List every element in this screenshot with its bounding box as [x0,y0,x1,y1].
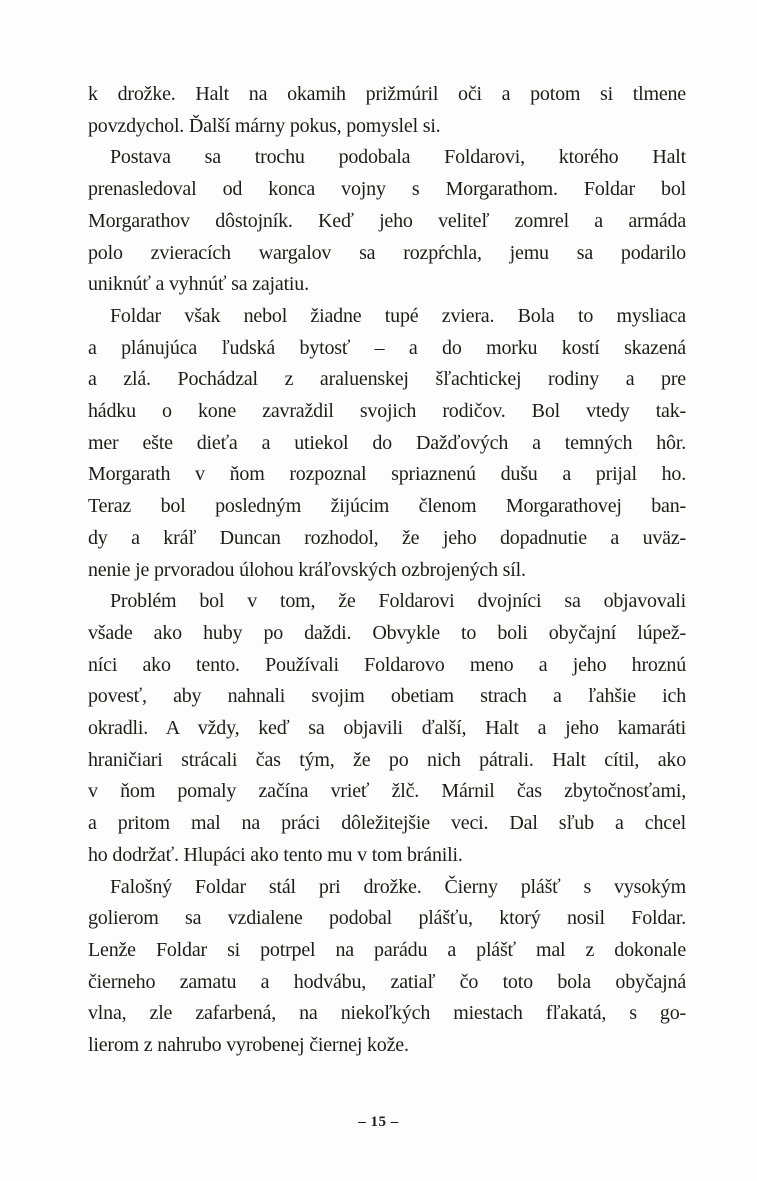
paragraph [88,142,686,301]
text-line: hraničiari strácali čas tým, že po nich pátrali. Halt cítil, ako [88,748,686,771]
text-line: uniknúť a vyhnúť sa zajatiu. [88,273,309,296]
text-line: v ňom pomaly začína vrieť žlč. Márnil čas zbytočnosťami, [88,780,686,803]
text-line: a zlá. Pochádzal z araluenskej šľachtickej rodiny a pre [88,368,686,391]
text-line: povzdychol. Ďalší márny pokus, pomyslel si. [88,114,441,137]
text-line: povesť, aby nahnali svojim obetiam strach a ľahšie ich [88,685,686,708]
text-line: dy a kráľ Duncan rozhodol, že jeho dopadnutie a uväz- [88,526,686,549]
paragraph [88,301,686,586]
paragraph [88,79,686,142]
text-line: všade ako huby po daždi. Obvykle to boli obyčajní lúpež- [88,621,686,644]
text-line: a plánujúca ľudská bytosť – a do morku kostí skazená [88,336,686,359]
text-line: a pritom mal na práci dôležitejšie veci. Dal sľub a chcel [88,812,686,835]
text-line: Lenže Foldar si potrpel na parádu a plášť mal z dokonale [88,938,686,961]
text-line: Morgarathov dôstojník. Keď jeho veliteľ zomrel a armáda [88,209,686,232]
text-line: Falošný Foldar stál pri drožke. Čierny plášť s vysokým [110,875,686,898]
text-line: mer ešte dieťa a utiekol do Dažďových a temných hôr. [88,431,686,454]
text-line: Foldar však nebol žiadne tupé zviera. Bola to mysliaca [110,304,686,327]
paragraph [88,872,686,1062]
text-line: Teraz bol posledným žijúcim členom Morgarathovej ban- [88,495,686,518]
text-line: k drožke. Halt na okamih prižmúril oči a potom si tlmene [88,83,686,105]
text-line: Morgarath v ňom rozpoznal spriaznenú dušu a prijal ho. [88,463,686,486]
page-text [88,79,686,1062]
text-line: nenie je prvoradou úlohou kráľovských ozbrojených síl. [88,558,526,581]
text-line: Postava sa trochu podobala Foldarovi, ktorého Halt [110,146,686,169]
text-line: lierom z nahrubo vyrobenej čiernej kože. [88,1034,409,1057]
text-line: Problém bol v tom, že Foldarovi dvojníci sa objavovali [110,590,686,613]
text-line: čierneho zamatu a hodvábu, zatiaľ čo toto bola obyčajná [88,970,686,993]
text-line: polo zvieracích wargalov sa rozpŕchla, jemu sa podarilo [88,241,686,264]
text-line: prenasledoval od konca vojny s Morgarathom. Foldar bol [88,178,686,201]
text-line: ho dodržať. Hlupáci ako tento mu v tom bránili. [88,843,463,866]
text-line: vlna, zle zafarbená, na niekoľkých miestach fľakatá, s go- [88,1002,686,1025]
text-line: níci ako tento. Používali Foldarovo meno a jeho hroznú [88,653,686,676]
text-line: golierom sa vzdialene podobal plášťu, ktorý nosil Foldar. [88,907,686,930]
page-number: – 15 – [358,1114,399,1130]
paragraph [88,586,686,871]
text-line: hádku o kone zavraždil svojich rodičov. Bol vtedy tak- [88,400,686,423]
text-line: okradli. A vždy, keď sa objavili ďalší, Halt a jeho kamaráti [88,717,686,740]
